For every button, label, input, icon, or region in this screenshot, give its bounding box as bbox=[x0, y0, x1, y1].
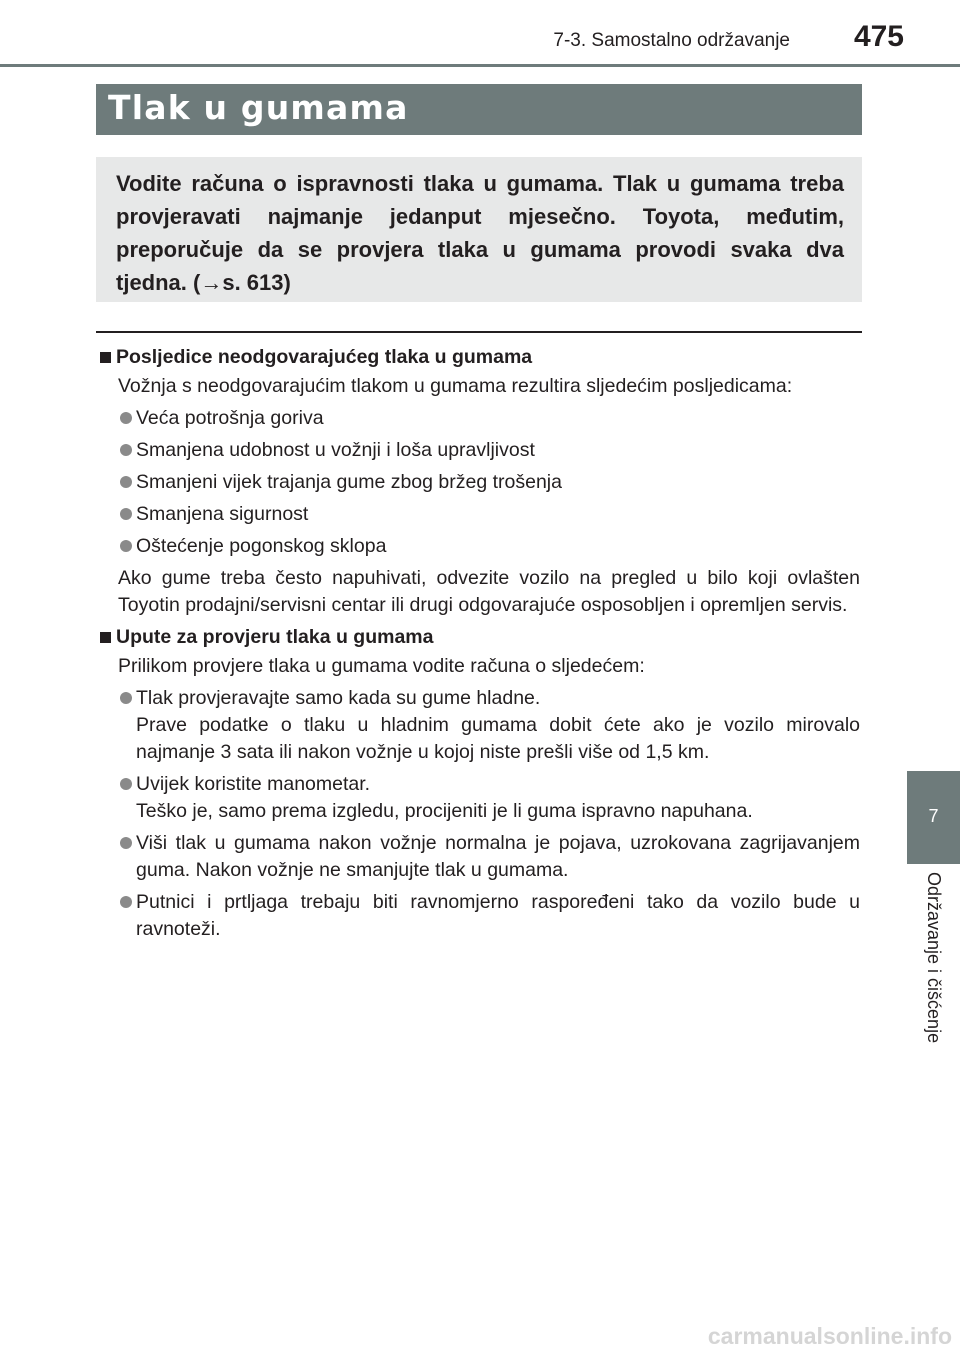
list-item-text: Viši tlak u gumama nakon vožnje normalna je pojava, uzrokovana zagrijavanjem guma. Nakon vožnje ne smanjujte tlak u gumama. bbox=[136, 832, 860, 881]
list-item-text: Putnici i prtljaga trebaju biti ravnomjerno raspoređeni tako da vozilo bude u ravnoteži. bbox=[136, 891, 860, 940]
section-closing: Ako gume treba često napuhivati, odvezite vozilo na pregled u bilo koji ovlašten Toyotin prodajni/servisni centar ili drugi odgovarajuće osposobljen i opremljen servis. bbox=[118, 567, 860, 616]
page-title: Tlak u gumama bbox=[108, 88, 409, 127]
intro-text: Vodite računa o ispravnosti tlaka u gumama. Tlak u gumama treba provjeravati najmanje jedanput mjesečno. Toyota, međutim, preporučuje da se provjera tlaka u gumama provodi svaka dva tjedna. (→s. 613) bbox=[116, 171, 844, 295]
list-item-text: Veća potrošnja goriva bbox=[136, 407, 324, 429]
main-content bbox=[98, 344, 860, 948]
section-heading-text: Upute za provjeru tlaka u gumama bbox=[116, 626, 434, 648]
title-bar bbox=[96, 84, 862, 135]
circle-bullet-icon bbox=[120, 896, 132, 908]
list-item-text: Smanjena udobnost u vožnji i loša upravljivost bbox=[136, 439, 535, 461]
chapter-tab bbox=[907, 771, 960, 864]
circle-bullet-icon bbox=[120, 444, 132, 456]
list-item bbox=[98, 437, 860, 464]
list-item bbox=[98, 405, 860, 432]
list-item-text: Smanjena sigurnost bbox=[136, 503, 309, 525]
chapter-number: 7 bbox=[928, 806, 939, 826]
page-number: 475 bbox=[853, 20, 904, 53]
section-heading bbox=[98, 344, 860, 371]
list-item bbox=[98, 685, 860, 766]
intro-box bbox=[96, 157, 862, 302]
section-divider bbox=[96, 331, 862, 333]
list-item-text: Uvijek koristite manometar. bbox=[136, 773, 371, 795]
list-item bbox=[98, 771, 860, 825]
list-item bbox=[98, 830, 860, 884]
square-bullet-icon bbox=[100, 632, 111, 643]
list-item-text: Oštećenje pogonskog sklopa bbox=[136, 535, 387, 557]
list-item-detail: Teško je, samo prema izgledu, procijeniti je li guma ispravno napuhana. bbox=[136, 800, 753, 822]
section-heading-text: Posljedice neodgovarajućeg tlaka u gumama bbox=[116, 346, 533, 368]
list-item bbox=[98, 469, 860, 496]
section-lead: Prilikom provjere tlaka u gumama vodite računa o sljedećem: bbox=[118, 655, 645, 677]
list-item-text: Tlak provjeravajte samo kada su gume hladne. bbox=[136, 687, 541, 709]
square-bullet-icon bbox=[100, 352, 111, 363]
circle-bullet-icon bbox=[120, 412, 132, 424]
section-lead: Vožnja s neodgovarajućim tlakom u gumama rezultira sljedećim posljedicama: bbox=[118, 375, 793, 397]
chapter-label-text: Održavanje i čišćenje bbox=[924, 872, 944, 1044]
chapter-label bbox=[907, 872, 960, 1082]
list-item bbox=[98, 533, 860, 560]
list-item bbox=[98, 501, 860, 528]
circle-bullet-icon bbox=[120, 837, 132, 849]
circle-bullet-icon bbox=[120, 692, 132, 704]
list-item-detail: Prave podatke o tlaku u hladnim gumama dobit ćete ako je vozilo mirovalo najmanje 3 sata ili nakon vožnje u kojoj niste prešli više od 1,5 km. bbox=[136, 714, 860, 763]
circle-bullet-icon bbox=[120, 508, 132, 520]
circle-bullet-icon bbox=[120, 476, 132, 488]
circle-bullet-icon bbox=[120, 778, 132, 790]
list-item-text: Smanjeni vijek trajanja gume zbog bržeg trošenja bbox=[136, 471, 562, 493]
header-rule bbox=[0, 64, 960, 67]
watermark: carmanualsonline.info bbox=[707, 1323, 952, 1349]
running-header: 7-3. Samostalno održavanje bbox=[553, 30, 790, 51]
circle-bullet-icon bbox=[120, 540, 132, 552]
list-item bbox=[98, 889, 860, 943]
section-heading bbox=[98, 624, 860, 651]
